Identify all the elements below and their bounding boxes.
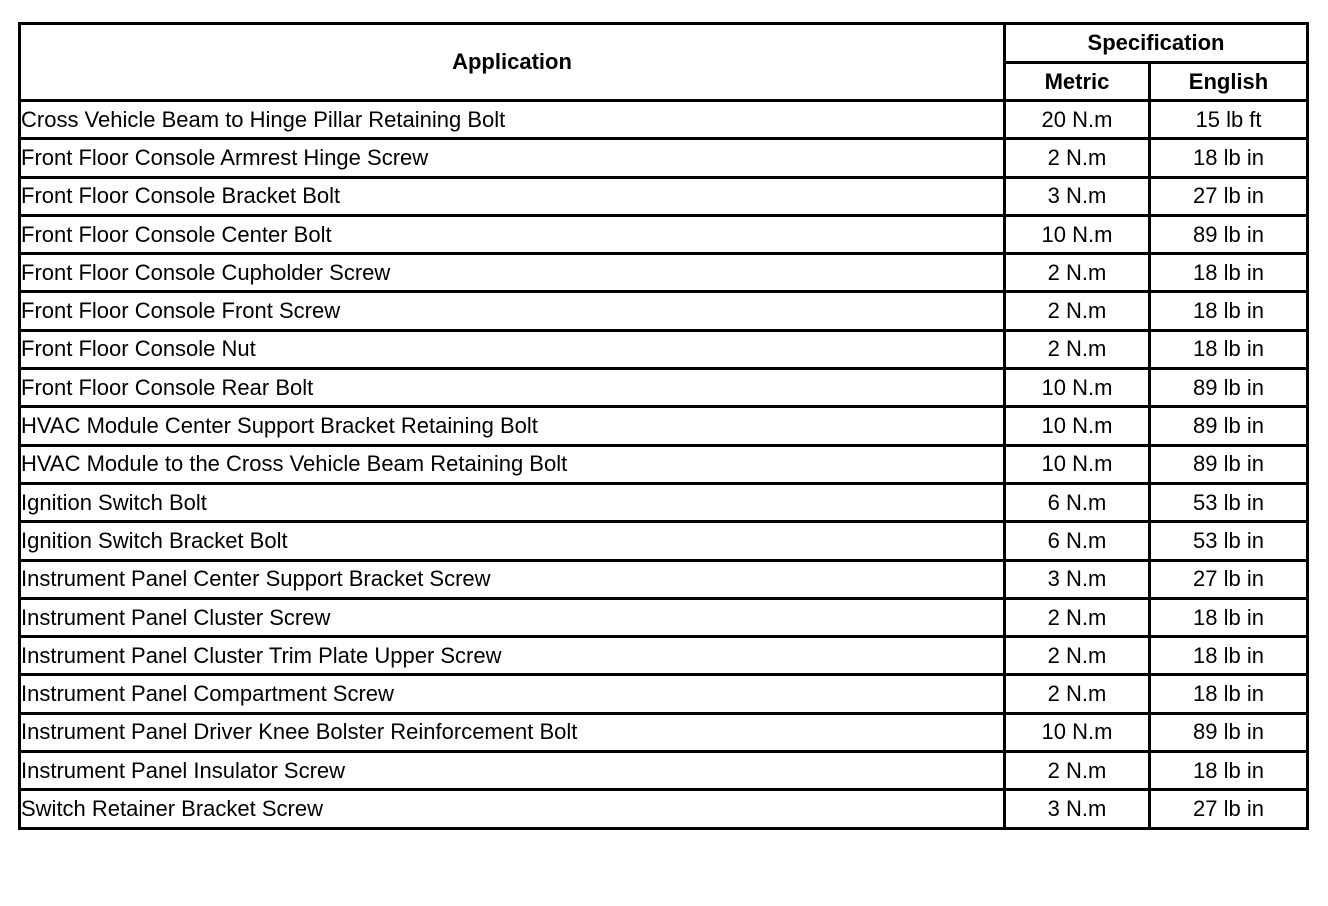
application-header: Application [20, 24, 1005, 101]
application-cell: Front Floor Console Nut [20, 330, 1005, 368]
metric-cell: 2 N.m [1005, 292, 1150, 330]
table-row [20, 637, 1308, 675]
metric-cell: 2 N.m [1005, 637, 1150, 675]
application-cell: Switch Retainer Bracket Screw [20, 790, 1005, 828]
metric-cell: 10 N.m [1005, 713, 1150, 751]
metric-cell: 2 N.m [1005, 139, 1150, 177]
table-row [20, 101, 1308, 139]
english-cell: 89 lb in [1150, 713, 1308, 751]
metric-cell: 2 N.m [1005, 598, 1150, 636]
metric-cell: 6 N.m [1005, 522, 1150, 560]
application-cell: Instrument Panel Center Support Bracket Screw [20, 560, 1005, 598]
table-row [20, 177, 1308, 215]
table-row [20, 292, 1308, 330]
application-cell: Instrument Panel Driver Knee Bolster Reinforcement Bolt [20, 713, 1005, 751]
metric-cell: 2 N.m [1005, 254, 1150, 292]
specification-header: Specification [1005, 24, 1308, 63]
english-cell: 89 lb in [1150, 369, 1308, 407]
application-cell: HVAC Module Center Support Bracket Retaining Bolt [20, 407, 1005, 445]
header-row-top [20, 24, 1308, 63]
application-cell: Front Floor Console Center Bolt [20, 215, 1005, 253]
metric-cell: 10 N.m [1005, 215, 1150, 253]
table-row [20, 713, 1308, 751]
english-cell: 53 lb in [1150, 483, 1308, 521]
table-row [20, 560, 1308, 598]
metric-cell: 6 N.m [1005, 483, 1150, 521]
metric-cell: 10 N.m [1005, 407, 1150, 445]
metric-cell: 10 N.m [1005, 369, 1150, 407]
english-cell: 18 lb in [1150, 292, 1308, 330]
english-cell: 18 lb in [1150, 139, 1308, 177]
english-cell: 89 lb in [1150, 445, 1308, 483]
application-cell: Ignition Switch Bracket Bolt [20, 522, 1005, 560]
english-cell: 27 lb in [1150, 177, 1308, 215]
english-header: English [1150, 63, 1308, 101]
metric-cell: 2 N.m [1005, 752, 1150, 790]
table-body [20, 101, 1308, 829]
application-cell: Instrument Panel Cluster Screw [20, 598, 1005, 636]
application-cell: Front Floor Console Front Screw [20, 292, 1005, 330]
application-cell: Ignition Switch Bolt [20, 483, 1005, 521]
metric-cell: 3 N.m [1005, 177, 1150, 215]
table-row [20, 139, 1308, 177]
metric-header: Metric [1005, 63, 1150, 101]
english-cell: 53 lb in [1150, 522, 1308, 560]
english-cell: 18 lb in [1150, 752, 1308, 790]
english-cell: 27 lb in [1150, 560, 1308, 598]
english-cell: 18 lb in [1150, 637, 1308, 675]
application-cell: Front Floor Console Bracket Bolt [20, 177, 1005, 215]
application-cell: Instrument Panel Insulator Screw [20, 752, 1005, 790]
english-cell: 89 lb in [1150, 215, 1308, 253]
table-row [20, 369, 1308, 407]
metric-cell: 3 N.m [1005, 790, 1150, 828]
application-cell: Front Floor Console Rear Bolt [20, 369, 1005, 407]
torque-spec-table [18, 22, 1309, 830]
metric-cell: 2 N.m [1005, 330, 1150, 368]
table-header [20, 24, 1308, 101]
application-cell: Front Floor Console Cupholder Screw [20, 254, 1005, 292]
table-row [20, 598, 1308, 636]
table-row [20, 483, 1308, 521]
table-row [20, 254, 1308, 292]
table-row [20, 445, 1308, 483]
table-row [20, 215, 1308, 253]
metric-cell: 2 N.m [1005, 675, 1150, 713]
metric-cell: 20 N.m [1005, 101, 1150, 139]
english-cell: 89 lb in [1150, 407, 1308, 445]
english-cell: 18 lb in [1150, 254, 1308, 292]
application-cell: Instrument Panel Compartment Screw [20, 675, 1005, 713]
english-cell: 18 lb in [1150, 330, 1308, 368]
table-row [20, 522, 1308, 560]
application-cell: Cross Vehicle Beam to Hinge Pillar Retaining Bolt [20, 101, 1005, 139]
table-row [20, 752, 1308, 790]
application-cell: Front Floor Console Armrest Hinge Screw [20, 139, 1005, 177]
application-cell: HVAC Module to the Cross Vehicle Beam Retaining Bolt [20, 445, 1005, 483]
table-row [20, 330, 1308, 368]
metric-cell: 3 N.m [1005, 560, 1150, 598]
english-cell: 15 lb ft [1150, 101, 1308, 139]
metric-cell: 10 N.m [1005, 445, 1150, 483]
english-cell: 18 lb in [1150, 675, 1308, 713]
table-row [20, 790, 1308, 828]
table-row [20, 407, 1308, 445]
table-row [20, 675, 1308, 713]
english-cell: 27 lb in [1150, 790, 1308, 828]
english-cell: 18 lb in [1150, 598, 1308, 636]
application-cell: Instrument Panel Cluster Trim Plate Upper Screw [20, 637, 1005, 675]
